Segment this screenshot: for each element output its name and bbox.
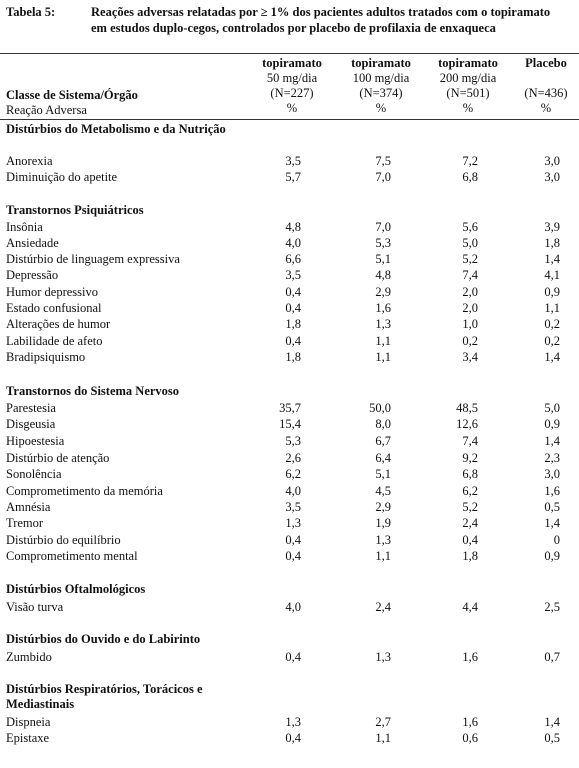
table-row: Estado confusional 0,4 1,6 2,0 1,1 [6, 301, 560, 315]
table-row: Insônia 4,8 7,0 5,6 3,9 [6, 220, 560, 234]
table-row: Epistaxe 0,4 1,1 0,6 0,5 [6, 731, 560, 745]
table-number: Tabela 5: [6, 5, 56, 19]
table-row: Distúrbio de atenção 2,6 6,4 9,2 2,3 [6, 451, 560, 465]
header-rule [0, 119, 579, 120]
section-title: Transtornos do Sistema Nervoso [6, 384, 180, 398]
col-header-3: topiramato 200 mg/dia (N=501) % [438, 56, 498, 115]
table-row: Depressão 3,5 4,8 7,4 4,1 [6, 268, 560, 282]
table-row: Parestesia 35,7 50,0 48,5 5,0 [6, 401, 560, 415]
table-row: Anorexia 3,5 7,5 7,2 3,0 [6, 154, 560, 168]
table-row: Hipoestesia 5,3 6,7 7,4 1,4 [6, 434, 560, 448]
col-header-2: topiramato 100 mg/dia (N=374) % [351, 56, 411, 115]
col-header-1: topiramato 50 mg/dia (N=227) % [262, 56, 322, 115]
col-header-4: Placebo (N=436) % [524, 56, 568, 115]
table-row: Disgeusia 15,4 8,0 12,6 0,9 [6, 417, 560, 431]
table-row: Sonolência 6,2 5,1 6,8 3,0 [6, 467, 560, 481]
table-title: Reações adversas relatadas por ≥ 1% dos pacientes adultos tratados com o topiramato em estudos duplo-cegos, controlados por placebo de profilaxia de enxaqueca [91, 5, 551, 35]
table-row: Ansiedade 4,0 5,3 5,0 1,8 [6, 236, 560, 250]
table-row: Labilidade de afeto 0,4 1,1 0,2 0,2 [6, 334, 560, 348]
table-row: Dispneia 1,3 2,7 1,6 1,4 [6, 715, 560, 729]
table-row: Distúrbio do equilíbrio 0,4 1,3 0,4 0 [6, 533, 560, 547]
section-title: Distúrbios do Ouvido e do Labirinto [6, 632, 201, 646]
table-row: Tremor 1,3 1,9 2,4 1,4 [6, 516, 560, 530]
top-rule [0, 53, 579, 54]
row-subheader-label: Reação Adversa [6, 103, 87, 117]
table-row: Diminuição do apetite 5,7 7,0 6,8 3,0 [6, 170, 560, 184]
section-title: Distúrbios do Metabolismo e da Nutrição [6, 122, 226, 136]
section-title: Transtornos Psiquiátricos [6, 203, 144, 217]
table-row: Comprometimento mental 0,4 1,1 1,8 0,9 [6, 549, 560, 563]
table-row: Humor depressivo 0,4 2,9 2,0 0,9 [6, 285, 560, 299]
table-row: Zumbido 0,4 1,3 1,6 0,7 [6, 650, 560, 664]
row-header-label: Classe de Sistema/Órgão [6, 88, 138, 102]
section-title: Distúrbios Oftalmológicos [6, 582, 146, 596]
table-row: Amnésia 3,5 2,9 5,2 0,5 [6, 500, 560, 514]
table-row: Bradipsiquismo 1,8 1,1 3,4 1,4 [6, 350, 560, 364]
table-row: Comprometimento da memória 4,0 4,5 6,2 1,6 [6, 484, 560, 498]
table-row: Visão turva 4,0 2,4 4,4 2,5 [6, 600, 560, 614]
table-row: Distúrbio de linguagem expressiva 6,6 5,1 5,2 1,4 [6, 252, 560, 266]
table-row: Alterações de humor 1,8 1,3 1,0 0,2 [6, 317, 560, 331]
section-title: Distúrbios Respiratórios, Torácicos e Mediastinais [6, 682, 203, 711]
